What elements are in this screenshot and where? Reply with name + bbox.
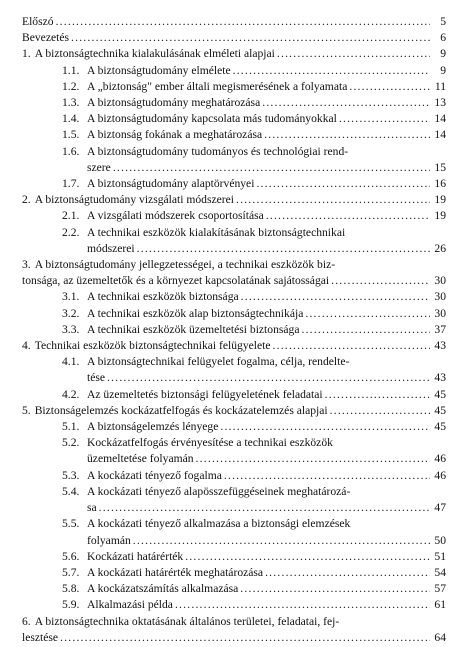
toc-entry — [22, 338, 446, 354]
toc-entry-title: A biztonságtudomány meghatározása — [87, 96, 261, 110]
dot-leader — [196, 451, 430, 467]
toc-line — [62, 225, 446, 241]
toc-page-number: 30 — [434, 306, 446, 320]
toc-page-number: 26 — [434, 241, 446, 255]
toc-entry-number: 5.9. — [62, 598, 80, 612]
dot-leader — [240, 581, 430, 597]
toc-page-number: 51 — [434, 549, 446, 563]
toc-line — [62, 419, 446, 435]
toc-line — [22, 338, 446, 354]
toc-entry-title: A biztonságtudomány alaptörvényei — [87, 177, 255, 191]
toc-entry-title: Bevezetés — [22, 31, 69, 45]
toc-entry-number: 2.1. — [62, 209, 80, 223]
dot-leader — [185, 549, 430, 565]
toc-entry-title: módszerei — [87, 241, 135, 255]
toc-entry-number: 3.3. — [62, 322, 80, 336]
toc-entry — [22, 46, 446, 62]
toc-entry-title: A kockázati határérték meghatározása — [87, 565, 264, 579]
toc-page-number: 64 — [434, 630, 446, 644]
toc-entry-title: tonsága, az üzemeltetők és a környezet kapcsolatának sajátosságai — [22, 274, 330, 288]
dot-leader — [262, 95, 430, 111]
dot-leader — [339, 111, 430, 127]
toc-page-number: 54 — [434, 565, 446, 579]
toc-page-number: 19 — [434, 193, 446, 207]
toc-line — [62, 533, 446, 549]
toc-entry — [22, 419, 446, 435]
toc-line — [22, 273, 446, 289]
toc-line — [62, 322, 446, 338]
toc-entry — [22, 144, 446, 176]
toc-entry-title: A biztonságtechnikai felügyelet fogalma, célja, rendelte- — [87, 355, 350, 369]
toc-line — [62, 306, 446, 322]
toc-entry — [22, 322, 446, 338]
toc-page-number: 37 — [434, 322, 446, 336]
toc-line — [22, 257, 446, 273]
toc-entry-title: A biztonság fokának a meghatározása — [87, 128, 263, 142]
dot-leader — [107, 370, 430, 386]
toc-line — [22, 30, 446, 46]
toc-entry-number: 4.1. — [62, 355, 80, 369]
toc-entry — [22, 127, 446, 143]
toc-line — [62, 370, 446, 386]
toc-entry — [22, 192, 446, 208]
toc-entry-title: A kockázati tényező alapösszefüggéseinek meghatározá- — [87, 484, 351, 498]
toc-page-number: 5 — [440, 15, 446, 28]
dot-leader — [133, 533, 430, 549]
toc-entry-title: A biztonságtechnika oktatásának általános területei, feladatai, fej- — [34, 614, 340, 628]
toc-line — [62, 468, 446, 484]
toc-entry — [22, 63, 446, 79]
toc-entry-title: A vizsgálati módszerek csoportosítása — [87, 209, 264, 223]
toc-entry — [22, 30, 446, 46]
toc-entry-number: 3.2. — [62, 306, 80, 320]
toc-entry — [22, 614, 446, 646]
toc-entry-number: 5.2. — [62, 436, 80, 450]
toc-line — [62, 208, 446, 224]
toc-entry-number: 5.3. — [62, 468, 80, 482]
toc-line — [62, 565, 446, 581]
toc-page-number: 45 — [434, 387, 446, 401]
dot-leader — [305, 306, 430, 322]
toc-entry — [22, 516, 446, 548]
toc-line — [22, 14, 446, 30]
toc-page-number: 6 — [440, 31, 446, 45]
toc-page-number: 14 — [434, 128, 446, 142]
toc-entry-number: 5.8. — [62, 582, 80, 596]
toc-entry-number: 1.3. — [62, 96, 80, 110]
toc-line — [62, 127, 446, 143]
toc-page-number: 45 — [434, 403, 446, 417]
toc-line — [62, 435, 446, 451]
dot-leader — [349, 79, 430, 95]
toc-page-number: 14 — [434, 112, 446, 126]
toc-entry-number: 5.4. — [62, 484, 80, 498]
toc-entry — [22, 225, 446, 257]
toc-entry-number: 5. — [22, 403, 31, 417]
toc-entry-title: A technikai eszközök alap biztonságtechnikája — [87, 306, 304, 320]
dot-leader — [265, 565, 430, 581]
toc-entry — [22, 111, 446, 127]
toc-entry-number: 5.7. — [62, 565, 80, 579]
toc-entry-title: Biztonságelemzés kockázatfelfogás és kockázatelemzés alapjai — [34, 403, 328, 417]
toc-entry-title: A technikai eszközök üzemeltetési biztonsága — [87, 322, 300, 336]
toc-entry-title: A technikai eszközök biztonsága — [87, 290, 239, 304]
toc-entry-number: 6. — [22, 614, 31, 628]
toc-line — [62, 79, 446, 95]
dot-leader — [277, 46, 430, 62]
dot-leader — [264, 127, 430, 143]
toc-entry-title: A biztonságelemzés lényege — [87, 420, 219, 434]
toc-page-number: 13 — [434, 96, 446, 110]
toc-entry-number: 1.2. — [62, 79, 80, 93]
toc-entry — [22, 484, 446, 516]
toc-entry-number: 2. — [22, 193, 31, 207]
toc-page-number: 61 — [434, 598, 446, 612]
dot-leader — [236, 192, 430, 208]
dot-leader — [99, 500, 430, 516]
toc-entry-title: Előszó — [22, 15, 54, 28]
toc-entry-title: lesztése — [22, 630, 59, 644]
toc-line — [62, 95, 446, 111]
toc-line — [62, 160, 446, 176]
toc-entry-title: A kockázatszámítás alkalmazása — [87, 582, 239, 596]
dot-leader — [241, 289, 430, 305]
toc-entry-title: A kockázati tényező fogalma — [87, 468, 222, 482]
dot-leader — [137, 241, 430, 257]
toc-entry-number: 3. — [22, 258, 31, 272]
toc-page-number: 47 — [434, 501, 446, 515]
toc-line — [62, 176, 446, 192]
toc-page-number: 9 — [440, 47, 446, 61]
dot-leader — [71, 30, 430, 46]
table-of-contents — [22, 14, 446, 646]
toc-entry-title: Kockázatfelfogás érvényesítése a technikai eszközök — [87, 436, 333, 450]
toc-line — [62, 549, 446, 565]
toc-line — [62, 484, 446, 500]
dot-leader — [56, 14, 430, 30]
toc-entry-number: 1.7. — [62, 177, 80, 191]
toc-line — [62, 144, 446, 160]
toc-entry — [22, 468, 446, 484]
toc-entry-title: A biztonságtudomány kapcsolata más tudományokkal — [87, 112, 337, 126]
toc-page-number: 57 — [434, 582, 446, 596]
toc-entry-number: 4.2. — [62, 387, 80, 401]
toc-entry-number: 1.1. — [62, 63, 80, 77]
dot-leader — [273, 338, 430, 354]
dot-leader — [331, 273, 430, 289]
toc-entry-title: A biztonságtudomány vizsgálati módszerei — [34, 193, 235, 207]
toc-entry — [22, 565, 446, 581]
toc-entry-number: 4. — [22, 339, 31, 353]
toc-page-number: 46 — [434, 468, 446, 482]
toc-entry — [22, 95, 446, 111]
toc-entry — [22, 581, 446, 597]
toc-page-number: 15 — [434, 160, 446, 174]
toc-line — [22, 614, 446, 630]
toc-entry-title: folyamán — [87, 533, 131, 547]
dot-leader — [233, 63, 430, 79]
toc-page-number: 50 — [434, 533, 446, 547]
dot-leader — [220, 419, 430, 435]
toc-entry — [22, 289, 446, 305]
dot-leader — [256, 176, 430, 192]
dot-leader — [266, 208, 430, 224]
toc-entry-title: A technikai eszközök kialakításának biztonságtechnikai — [87, 225, 346, 239]
toc-entry — [22, 208, 446, 224]
toc-entry-title: sa — [87, 501, 97, 515]
toc-entry-title: üzemeltetése folyamán — [87, 452, 194, 466]
toc-line — [22, 192, 446, 208]
toc-entry — [22, 435, 446, 467]
toc-entry — [22, 354, 446, 386]
toc-entry-title: Az üzemeltetés biztonsági felügyeletének feladatai — [87, 387, 323, 401]
toc-entry-number: 1.4. — [62, 112, 80, 126]
toc-entry — [22, 79, 446, 95]
toc-entry-title: Kockázati határérték — [87, 549, 184, 563]
toc-entry-number: 5.6. — [62, 549, 80, 563]
toc-line — [22, 630, 446, 646]
toc-entry — [22, 257, 446, 289]
toc-entry — [22, 176, 446, 192]
toc-entry-title: tése — [87, 371, 106, 385]
toc-entry — [22, 403, 446, 419]
toc-line — [62, 111, 446, 127]
dot-leader — [175, 597, 430, 613]
toc-entry — [22, 597, 446, 613]
toc-entry-number: 2.2. — [62, 225, 80, 239]
toc-entry-number: 1.5. — [62, 128, 80, 142]
toc-page-number: 30 — [434, 274, 446, 288]
toc-line — [22, 46, 446, 62]
toc-page-number: 16 — [434, 177, 446, 191]
toc-line — [62, 387, 446, 403]
toc-line — [62, 241, 446, 257]
toc-entry-number: 3.1. — [62, 290, 80, 304]
toc-line — [22, 403, 446, 419]
dot-leader — [113, 160, 430, 176]
dot-leader — [301, 322, 430, 338]
toc-line — [62, 500, 446, 516]
toc-entry — [22, 549, 446, 565]
toc-page-number: 43 — [434, 339, 446, 353]
toc-page-number: 9 — [440, 63, 446, 77]
toc-line — [62, 516, 446, 532]
toc-page-number: 11 — [434, 79, 446, 93]
toc-entry-title: Technikai eszközök biztonságtechnikai felügyelete — [34, 339, 271, 353]
dot-leader — [325, 387, 430, 403]
toc-entry-title: A biztonságtudomány tudományos és technológiai rend- — [87, 144, 349, 158]
toc-page-number: 46 — [434, 452, 446, 466]
toc-entry — [22, 14, 446, 30]
toc-entry — [22, 306, 446, 322]
toc-entry-title: szere — [87, 160, 111, 174]
toc-entry-number: 5.1. — [62, 420, 80, 434]
toc-entry — [22, 387, 446, 403]
toc-entry-title: A „biztonság" ember általi megismerésének a folyamata — [87, 79, 348, 93]
toc-entry-number: 5.5. — [62, 517, 80, 531]
toc-line — [62, 63, 446, 79]
toc-entry-title: Alkalmazási példa — [87, 598, 173, 612]
dot-leader — [60, 630, 430, 646]
dot-leader — [224, 468, 430, 484]
toc-line — [62, 289, 446, 305]
toc-entry-title: A biztonságtudomány jellegzetességei, a technikai eszközök biz- — [34, 258, 336, 272]
toc-line — [62, 451, 446, 467]
toc-entry-title: A biztonságtudomány elmélete — [87, 63, 231, 77]
toc-page-number: 43 — [434, 371, 446, 385]
toc-entry-number: 1.6. — [62, 144, 80, 158]
toc-entry-number: 1. — [22, 47, 31, 61]
toc-line — [62, 354, 446, 370]
toc-page-number: 45 — [434, 420, 446, 434]
toc-line — [62, 581, 446, 597]
dot-leader — [330, 403, 430, 419]
toc-page-number: 19 — [434, 209, 446, 223]
toc-line — [62, 597, 446, 613]
toc-entry-title: A kockázati tényező alkalmazása a biztonsági elemzések — [87, 517, 351, 531]
toc-entry-title: A biztonságtechnika kialakulásának elméleti alapjai — [34, 47, 275, 61]
toc-page-number: 30 — [434, 290, 446, 304]
